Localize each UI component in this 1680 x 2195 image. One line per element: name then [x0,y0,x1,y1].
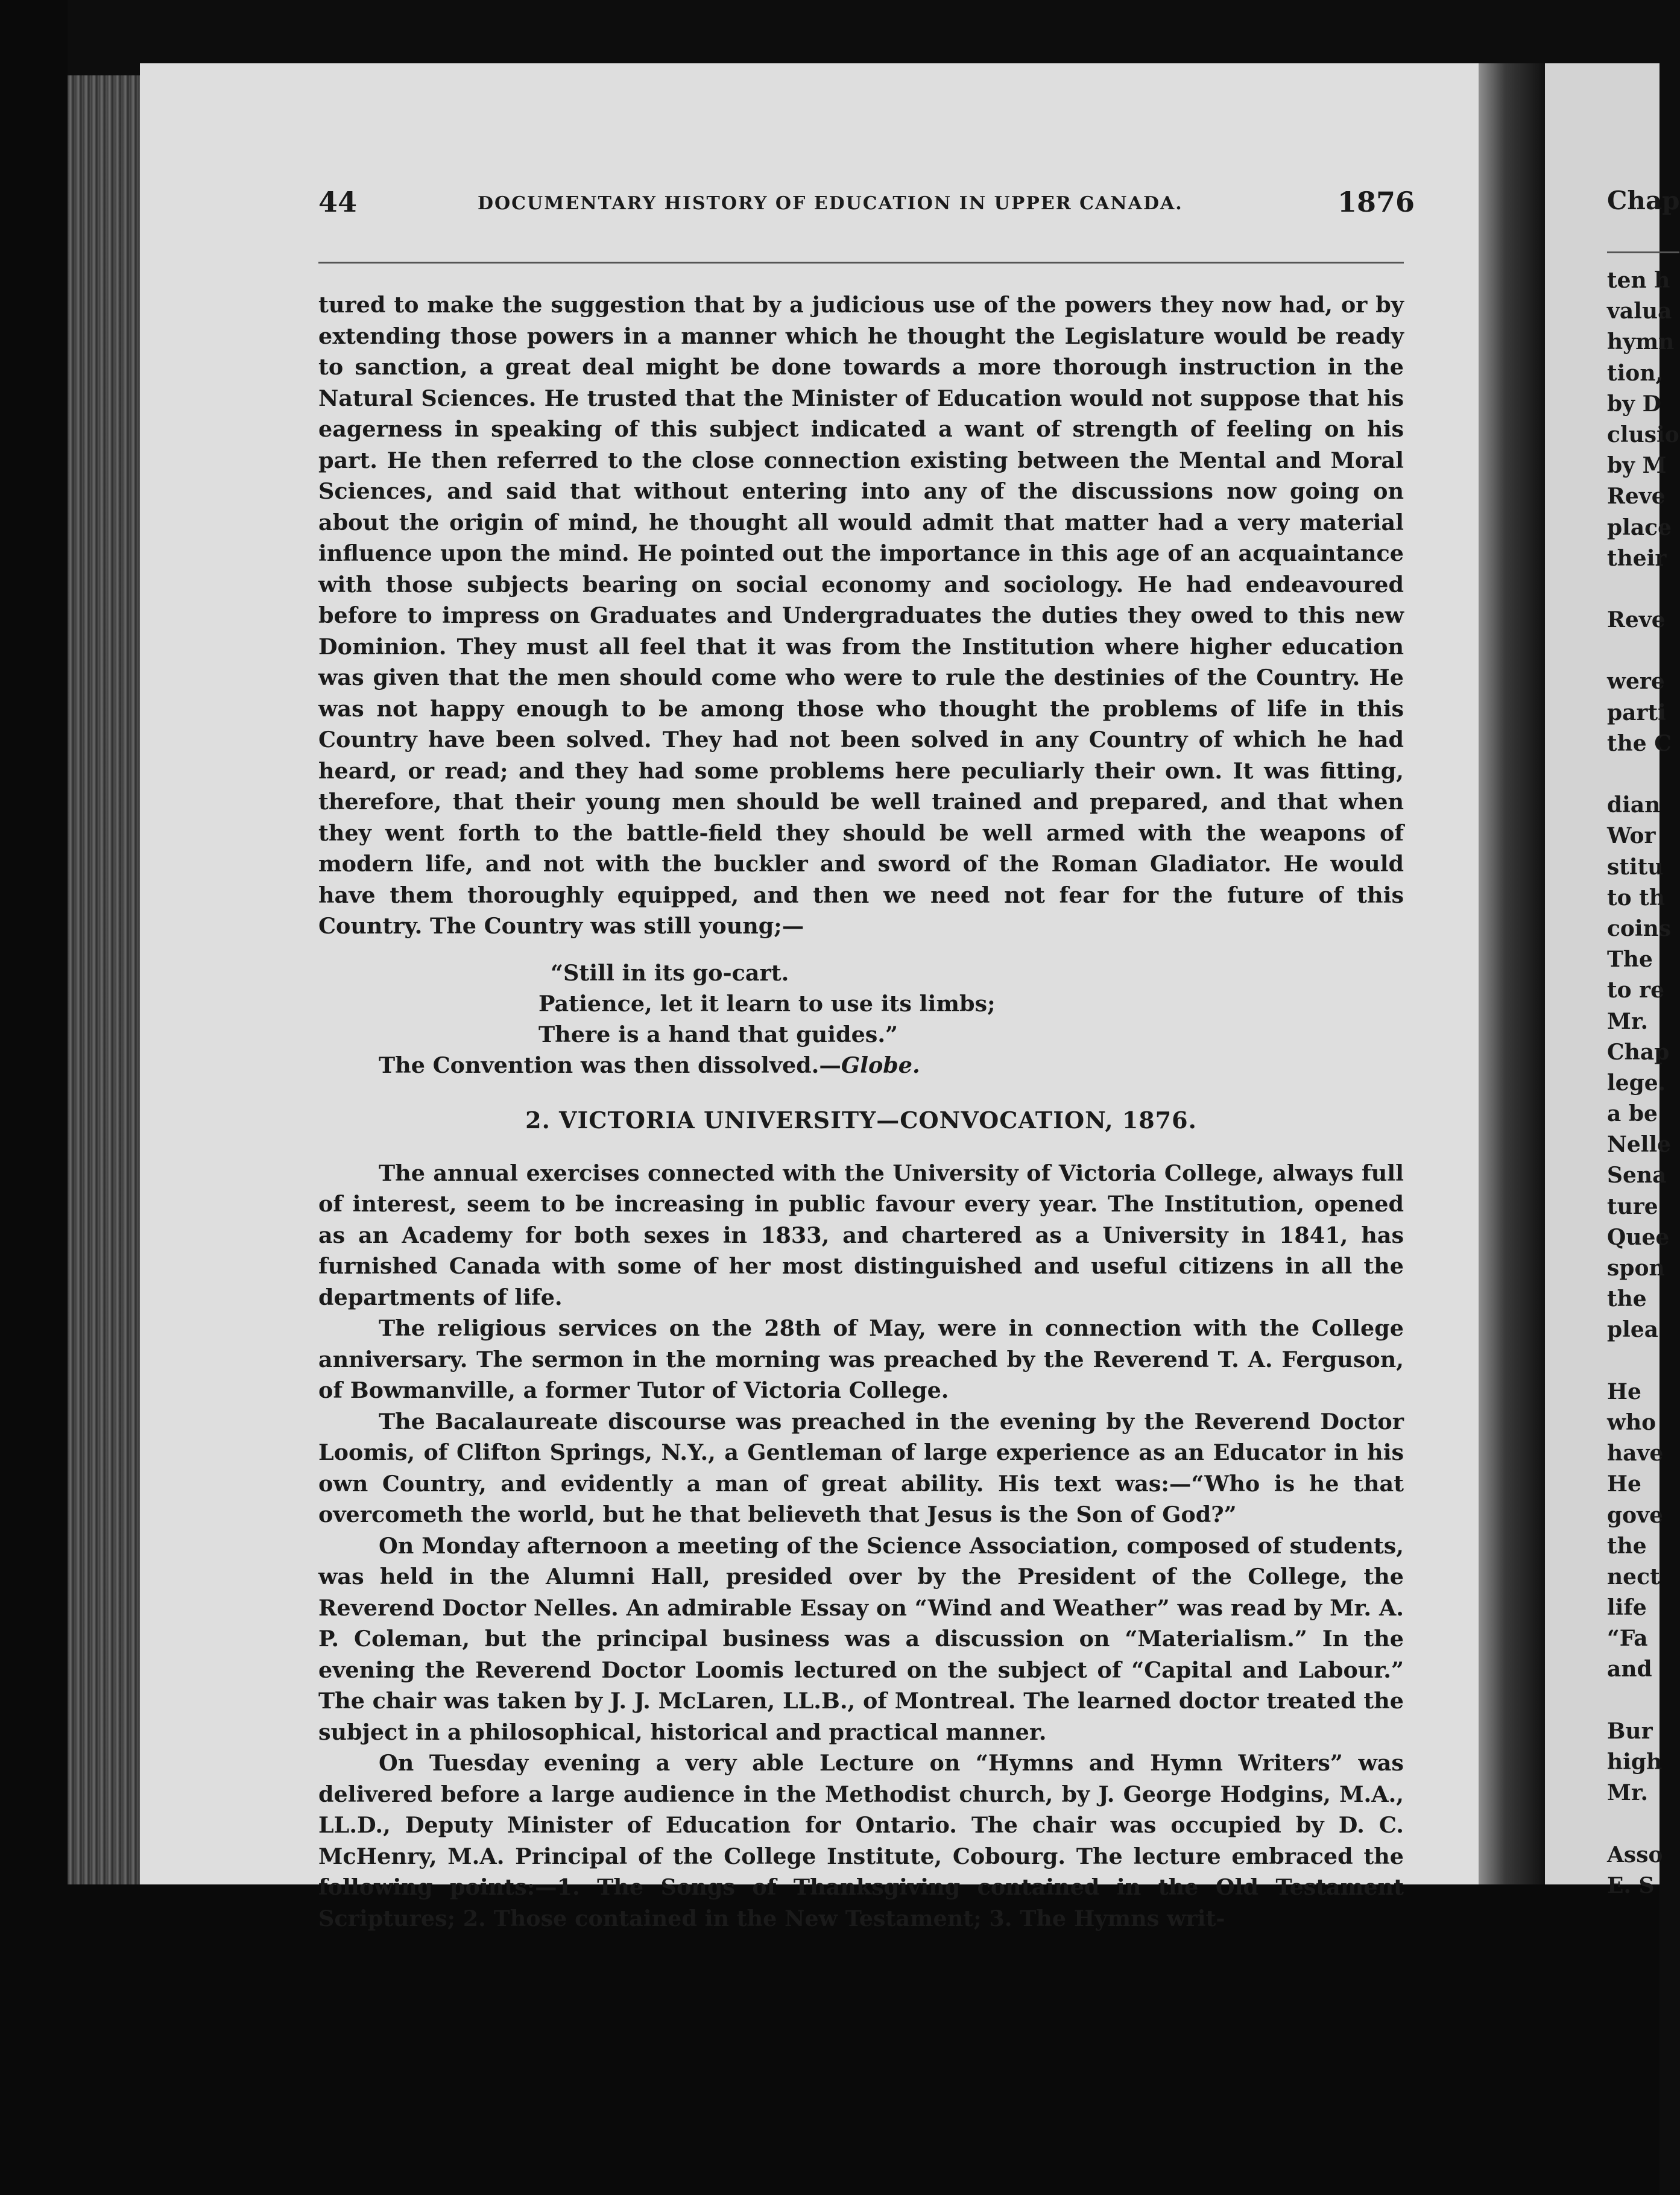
facing-page-line: to re [1607,977,1665,1003]
facing-page-line: Chap [1607,1039,1670,1065]
facing-page-line: valua [1607,298,1672,324]
facing-page-line: gove [1607,1502,1664,1528]
closing-text: The Convention was then dissolved.— [379,1052,841,1078]
facing-page-line: ture [1607,1193,1658,1219]
facing-page-line: Mr. [1607,1008,1649,1034]
page-number: 44 [318,186,358,218]
paragraph: On Monday afternoon a meeting of the Science Association, composed of students, was held in the Alumni Hall, presided over by the President of the College, the Reverend Doctor Nelles. An admirable Essay on “Wind and Weather” was read by Mr. A. P. Coleman, but the principal business was a discussion on “Materialism.” In the evening the Reverend Doctor Loomis lectured on the subject of “Capital and Labour.” The chair was taken by J. J. McLaren, LL.B., of Montreal. The learned doctor treated the subject in a philosophical, historical and practical manner. [318,1532,1404,1745]
header-rule [318,262,1404,264]
facing-page-line: lege. [1607,1070,1666,1096]
facing-page-line: place [1607,514,1672,540]
verse-quote [538,958,1404,1050]
facing-page-line: Reve [1607,484,1666,510]
facing-page-line [1607,1346,1680,1377]
facing-page-line: clusio [1607,422,1679,447]
facing-page-line: nect [1607,1564,1660,1590]
book-page-edges [68,75,140,1884]
facing-page-line: who [1607,1409,1656,1435]
facing-page-header: Chap [1607,186,1680,215]
facing-page-line: dian [1607,792,1661,818]
facing-page-line: the [1607,1286,1647,1312]
facing-page-line: the C [1607,730,1672,756]
paragraph: The annual exercises connected with the University of Victoria College, always full of interest, seem to be increasing in public favour every year. The Institution, opened as an Academy for both sexes in 1833, and chartered as a University in 1841, has furnished Canada with some of her most distinguished and useful citizens in all the departments of life. [318,1160,1404,1310]
facing-page-line: The [1607,947,1653,973]
scanner-border-left [0,0,68,2195]
facing-page-line: coins [1607,915,1672,941]
main-text [318,289,1404,1934]
facing-page-line: stitu [1607,854,1664,880]
facing-page-line: Bur [1607,1718,1653,1744]
facing-page-line: spon [1607,1255,1665,1281]
facing-page-text [1607,186,1680,1901]
facing-page-line: Reve [1607,607,1666,633]
facing-page-lines [1607,265,1680,1901]
facing-page-line: hymn [1607,329,1675,355]
facing-page-line [1607,1685,1680,1716]
paragraph: The Bacalaureate discourse was preached in the evening by the Reverend Doctor Loomis, of Clifton Springs, N.Y., a Gentleman of large experience as an Educator in his own Country, and evidently a man of great ability. His text was:—“Who is he that overcometh the world, but he that believeth that Jesus is the Son of God?” [318,1408,1404,1527]
facing-page-line: high [1607,1749,1663,1775]
facing-page-line: Mr. [1607,1780,1649,1806]
verse-line: Patience, let it learn to use its limbs; [538,990,996,1017]
facing-page-line: Quee [1607,1224,1670,1250]
facing-page-line [1607,759,1680,790]
verse-line: There is a hand that guides.” [538,1021,898,1047]
facing-page-line: He [1607,1471,1641,1497]
facing-page-line: by D [1607,391,1661,417]
facing-page-line: “Fa [1607,1626,1648,1652]
facing-page-line: tion, [1607,360,1664,386]
running-header [318,186,1415,228]
facing-page-rule [1607,251,1679,253]
facing-page-line: He [1607,1379,1641,1404]
facing-page-line: parti [1607,700,1666,725]
facing-page-line: life [1607,1595,1647,1621]
facing-page-line: Asso [1607,1842,1663,1868]
facing-page-line [1607,636,1680,666]
facing-page-line: the [1607,1533,1647,1559]
facing-page-line: Nelle [1607,1132,1672,1158]
facing-page-line [1607,1808,1680,1839]
facing-page-line: to th [1607,885,1665,911]
paragraph: The religious services on the 28th of May, were in connection with the College anniversary. The sermon in the morning was preached by the Reverend T. A. Ferguson, of Bowmanville, a former Tutor of Victoria College. [318,1315,1404,1403]
source-citation: Globe. [841,1052,920,1078]
facing-page-line: plea [1607,1317,1659,1343]
verse-line: “Still in its go-cart. [551,959,789,986]
paragraph: On Tuesday evening a very able Lecture on “Hymns and Hymn Writers” was delivered before a large audience in the Methodist church, by J. George Hodgins, M.A., LL.D., Deputy Minister of Education for Ontario. The chair was occupied by D. C. McHenry, M.A. Principal of the College Institute, Cobourg. The lecture embraced the following points:—1. The Songs of Thanksgiving contained in the Old Testament Scriptures; 2. Those contained in the New Testament; 3. The Hymns writ- [318,1750,1404,1931]
facing-page-line: were [1607,669,1665,695]
facing-page-line: Sena [1607,1163,1667,1189]
facing-page-line: have [1607,1441,1664,1467]
facing-page-line: their [1607,545,1667,571]
facing-page-line [1607,574,1680,605]
facing-page-line: ten h [1607,268,1670,293]
facing-page-line: by M [1607,453,1667,479]
facing-page-line: and [1607,1657,1652,1682]
running-title: DOCUMENTARY HISTORY OF EDUCATION IN UPPER CANADA. [478,193,1183,214]
facing-page-line: a be [1607,1101,1658,1127]
facing-page-line: E. S [1607,1872,1655,1898]
paragraph: tured to make the suggestion that by a judicious use of the powers they now had, or by extending those powers in a manner which he thought the Legislature would be ready to sanction, a great deal might be done towards a more thorough instruction in the Natural Sciences. He trusted that the Minister of Education would not suppose that his eagerness in speaking of this subject indicated a want of strength of feeling on his part. He then referred to the close connection existing between the Mental and Moral Sciences, and said that without entering into any of the discussions now going on about the origin of mind, he thought all would admit that matter had a very material influence upon the mind. He pointed out the importance in this age of an acquaintance with those subjects bearing on social economy and sociology. He had endeavoured before to impress on Graduates and Undergraduates the duties they owed to this new Dominion. They must all feel that it was from the Institution where higher education was given that the men should come who were to rule the destinies of the Country. He was not happy enough to be among those who thought the problems of life in this Country have been solved. They had not been solved in any Country of which he had heard, or read; and they had some problems here peculiarly their own. It was fitting, therefore, that their young men should be well trained and prepared, and that when they went forth to the battle-field they should be well armed with the weapons of modern life, and not with the buckler and sword of the Roman Gladiator. He would have them thoroughly equipped, and then we need not fear for the future of this Country. The Country was still young;— [318,292,1404,939]
closing-line [318,1050,1404,1081]
book-gutter [1479,63,1545,1884]
section-heading: 2. VICTORIA UNIVERSITY—CONVOCATION, 1876. [525,1107,1197,1134]
header-year: 1876 [1337,186,1415,218]
facing-page-line: Wor [1607,823,1656,849]
